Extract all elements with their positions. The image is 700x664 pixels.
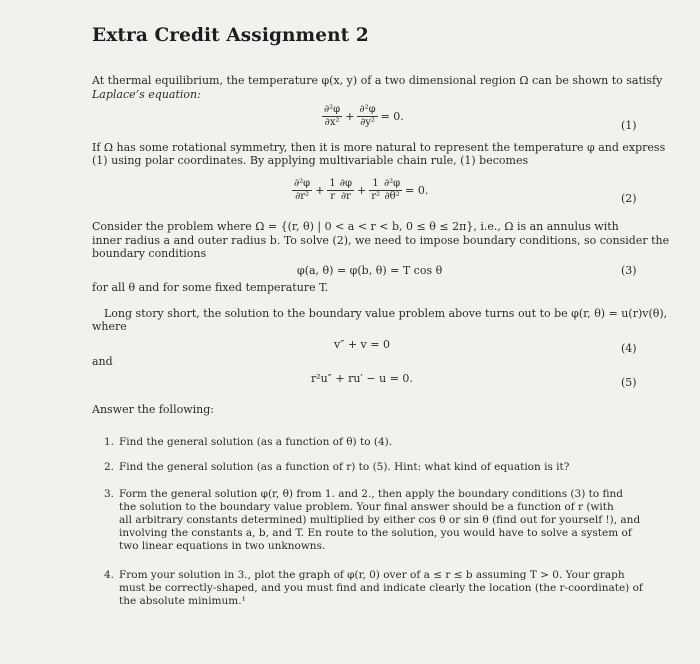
- answer-heading: Answer the following:: [92, 403, 214, 416]
- eq1-rhs: = 0.: [380, 110, 404, 123]
- list-item-text: Find the general solution (as a function of θ) to (4).: [119, 436, 393, 448]
- intro-line-2: Laplace’s equation:: [92, 88, 201, 101]
- equation-4-label: (4): [621, 342, 637, 355]
- eq1-den-b: ∂y²: [360, 117, 375, 128]
- equation-2: [292, 178, 431, 203]
- equation-1-label: (1): [621, 119, 637, 132]
- list-item-line: Form the general solution φ(r, θ) from 1. and 2., then apply the boundary conditions (3) to find: [119, 488, 623, 500]
- list-item-line: involving the constants a, b, and T. En route to the solution, you would have to solve a system of: [119, 527, 632, 539]
- list-item: [104, 569, 644, 608]
- eq2-rhs: = 0.: [405, 184, 429, 197]
- list-item: [104, 436, 644, 449]
- list-item-line: must be correctly-shaped, and you must find and indicate clearly the location (the r-coordinate) of: [119, 582, 643, 594]
- equation-3: φ(a, θ) = φ(b, θ) = T cos θ: [297, 264, 443, 277]
- frac-d2phi-dx2: [322, 104, 342, 129]
- list-item-number: 2.: [104, 461, 115, 473]
- list-item-line: all arbitrary constants determined) multiplied by either cos θ or sin θ (find out for yourself !), and: [119, 514, 641, 526]
- frac-1-over-r2: [369, 178, 382, 203]
- eq2-den-b: r: [330, 191, 335, 202]
- for-all-line: for all θ and for some fixed temperature T.: [92, 281, 329, 294]
- list-item: [104, 461, 644, 474]
- eq2-plus-1: +: [315, 184, 325, 197]
- eq1-den-a: ∂x²: [324, 117, 340, 128]
- list-item-text: Find the general solution (as a function of r) to (5). Hint: what kind of equation is it?: [119, 461, 570, 473]
- eq2-num-a: ∂²φ: [294, 178, 311, 189]
- eq2-den-c: ∂r: [340, 191, 351, 202]
- eq1-plus: +: [345, 110, 355, 123]
- and-word: and: [92, 355, 113, 368]
- list-item: [104, 488, 644, 553]
- eq2-num-e: ∂²φ: [383, 178, 401, 189]
- eq1-num-b: ∂²φ: [359, 104, 376, 115]
- eq2-den-a: ∂r²: [295, 191, 310, 202]
- symmetry-line-1: If Ω has some rotational symmetry, then it is more natural to represent the temperature φ and express: [92, 141, 666, 154]
- frac-dphi-dr: [338, 178, 354, 203]
- equation-2-label: (2): [621, 192, 637, 205]
- list-item-line: the absolute minimum.¹: [119, 595, 246, 607]
- list-item-number: 3.: [104, 488, 115, 500]
- eq2-den-e: ∂θ²: [384, 191, 400, 202]
- list-item-line: two linear equations in two unknowns.: [119, 540, 326, 552]
- problem-line-1: Consider the problem where Ω = {(r, θ) | 0 < a < r < b, 0 ≤ θ ≤ 2π}, i.e., Ω is an annulus with: [92, 220, 619, 233]
- equation-1: [322, 104, 407, 129]
- intro-line-1: At thermal equilibrium, the temperature φ(x, y) of a two dimensional region Ω can be shown to satisfy: [92, 74, 663, 87]
- eq2-num-c: ∂φ: [339, 178, 352, 189]
- equation-4: v″ + v = 0: [334, 338, 390, 351]
- frac-d2phi-dr2: [292, 178, 312, 203]
- list-item-line: the solution to the boundary value problem. Your final answer should be a function of r (with: [119, 501, 614, 513]
- equation-3-label: (3): [621, 264, 637, 277]
- eq1-num-a: ∂²φ: [324, 104, 341, 115]
- frac-d2phi-dtheta2: [382, 178, 402, 203]
- eq2-den-d: r²: [371, 191, 380, 202]
- eq2-num-b: 1: [329, 178, 336, 189]
- symmetry-line-2: (1) using polar coordinates. By applying multivariable chain rule, (1) becomes: [92, 154, 529, 167]
- frac-d2phi-dy2: [357, 104, 377, 129]
- long-story-line-1: Long story short, the solution to the boundary value problem above turns out to be φ(r, θ) = u(r)v(θ),: [104, 307, 668, 320]
- equation-5: r²u″ + ru′ − u = 0.: [311, 372, 413, 385]
- list-item-number: 4.: [104, 569, 115, 581]
- equation-5-label: (5): [621, 376, 637, 389]
- eq2-num-d: 1: [369, 178, 382, 191]
- list-item-line: From your solution in 3., plot the graph of φ(r, 0) over of a ≤ r ≤ b assuming T > 0. Your graph: [119, 569, 625, 581]
- problem-line-3: boundary conditions: [92, 247, 207, 260]
- problem-line-2: inner radius a and outer radius b. To solve (2), we need to impose boundary conditions, so consider the: [92, 234, 670, 247]
- frac-1-over-r: [327, 178, 337, 203]
- eq2-plus-2: +: [356, 184, 367, 197]
- long-story-line-2: where: [92, 320, 127, 333]
- page-title: Extra Credit Assignment 2: [92, 25, 369, 46]
- list-item-number: 1.: [104, 436, 115, 448]
